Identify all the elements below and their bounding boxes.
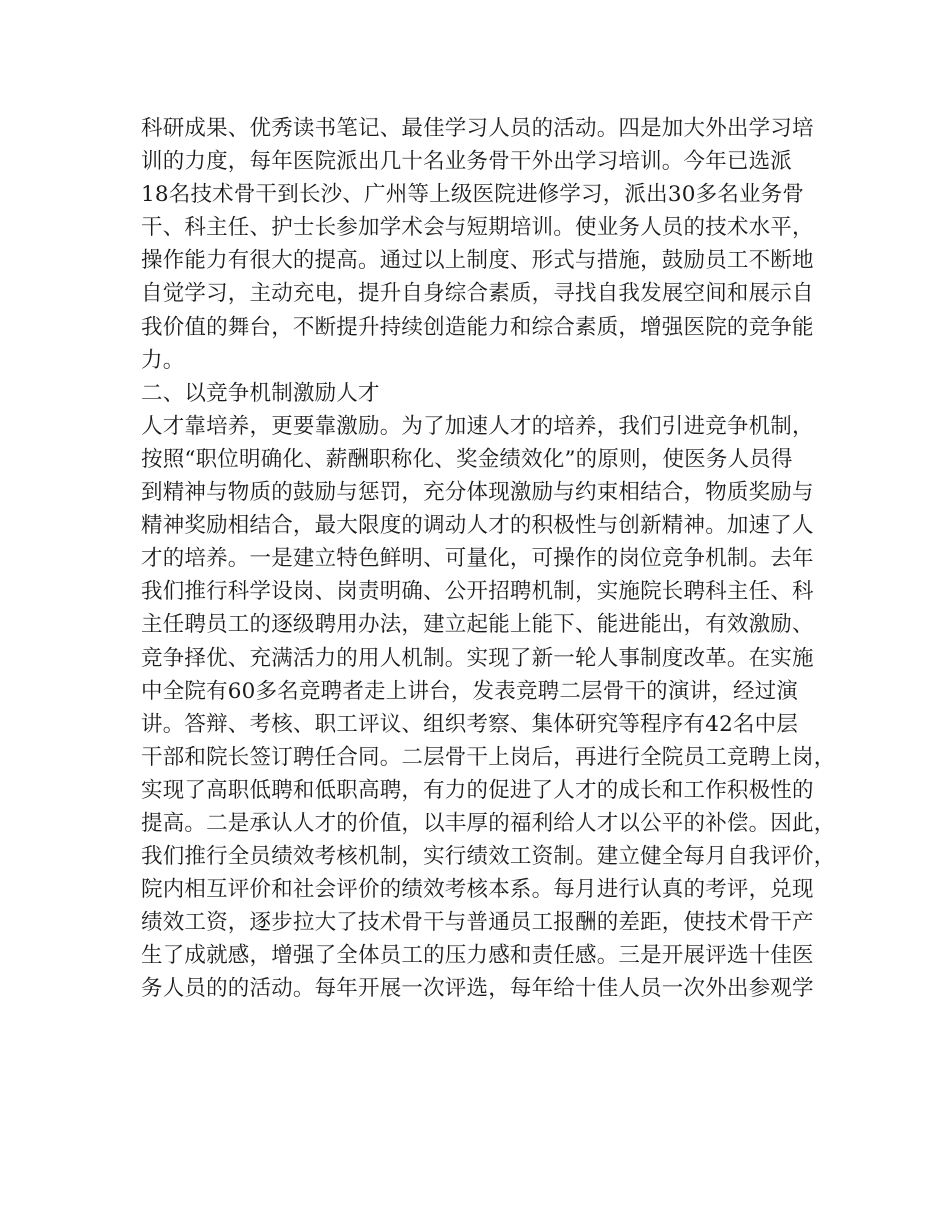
- text-line: 到精神与物质的鼓励与惩罚，充分体现激励与约束相结合，物质奖励与: [141, 480, 814, 506]
- text-line: 按照“职位明确化、薪酬职称化、奖金绩效化”的原则，使医务人员得: [141, 446, 793, 472]
- text-line: 提高。二是承认人才的价值，以丰厚的福利给人才以公平的补偿。因此，: [141, 810, 836, 836]
- text-line: 生了成就感，增强了全体员工的压力感和责任感。三是开展评选十佳医: [141, 943, 814, 969]
- text-line: 训的力度，每年医院派出几十名业务骨干外出学习培训。今年已选派: [141, 149, 793, 175]
- text-line: 我价值的舞台，不断提升持续创造能力和综合素质，增强医院的竞争能: [141, 314, 814, 340]
- text-line: 中全院有60多名竞聘者走上讲台，发表竞聘二层骨干的演讲，经过演: [141, 678, 799, 704]
- text-line: 讲。答辩、考核、职工评议、组织考察、集体研究等程序有42名中层: [141, 711, 799, 737]
- text-line: 才的培养。一是建立特色鲜明、可量化，可操作的岗位竞争机制。去年: [141, 546, 814, 572]
- text-line: 我们推行科学设岗、岗责明确、公开招聘机制，实施院长聘科主任、科: [141, 579, 814, 605]
- text-line: 竞争择优、充满活力的用人机制。实现了新一轮人事制度改革。在实施: [141, 645, 814, 671]
- text-line: 自觉学习，主动充电，提升自身综合素质，寻找自我发展空间和展示自: [141, 281, 814, 307]
- text-line: 我们推行全员绩效考核机制，实行绩效工资制。建立健全每月自我评价，: [141, 844, 836, 870]
- text-line: 干、科主任、护士长参加学术会与短期培训。使业务人员的技术水平，: [141, 215, 814, 241]
- text-line: 精神奖励相结合，最大限度的调动人才的积极性与创新精神。加速了人: [141, 513, 814, 539]
- text-line: 科研成果、优秀读书笔记、最佳学习人员的活动。四是加大外出学习培: [141, 116, 814, 141]
- text-line: 绩效工资，逐步拉大了技术骨干与普通员工报酬的差距，使技术骨干产: [141, 910, 814, 936]
- text-line: 18名技术骨干到长沙、广州等上级医院进修学习，派出30多名业务骨: [141, 182, 805, 208]
- section-heading: 二、以竞争机制激励人才: [141, 380, 380, 406]
- text-line: 实现了高职低聘和低职高聘，有力的促进了人才的成长和工作积极性的: [141, 777, 814, 803]
- text-line: 人才靠培养，更要靠激励。为了加速人才的培养，我们引进竞争机制，: [141, 413, 814, 439]
- text-line: 力。: [141, 347, 185, 373]
- text-line: 主任聘员工的逐级聘用办法，建立起能上能下、能进能出，有效激励、: [141, 612, 814, 638]
- text-line: 操作能力有很大的提高。通过以上制度、形式与措施，鼓励员工不断地: [141, 248, 814, 274]
- text-line: 干部和院长签订聘任合同。二层骨干上岗后，再进行全院员工竞聘上岗，: [141, 744, 836, 770]
- text-line: 院内相互评价和社会评价的绩效考核本系。每月进行认真的考评，兑现: [141, 877, 814, 903]
- document-page: [141, 112, 836, 1006]
- text-line: 务人员的的活动。每年开展一次评选，每年给十佳人员一次外出参观学: [141, 976, 814, 1002]
